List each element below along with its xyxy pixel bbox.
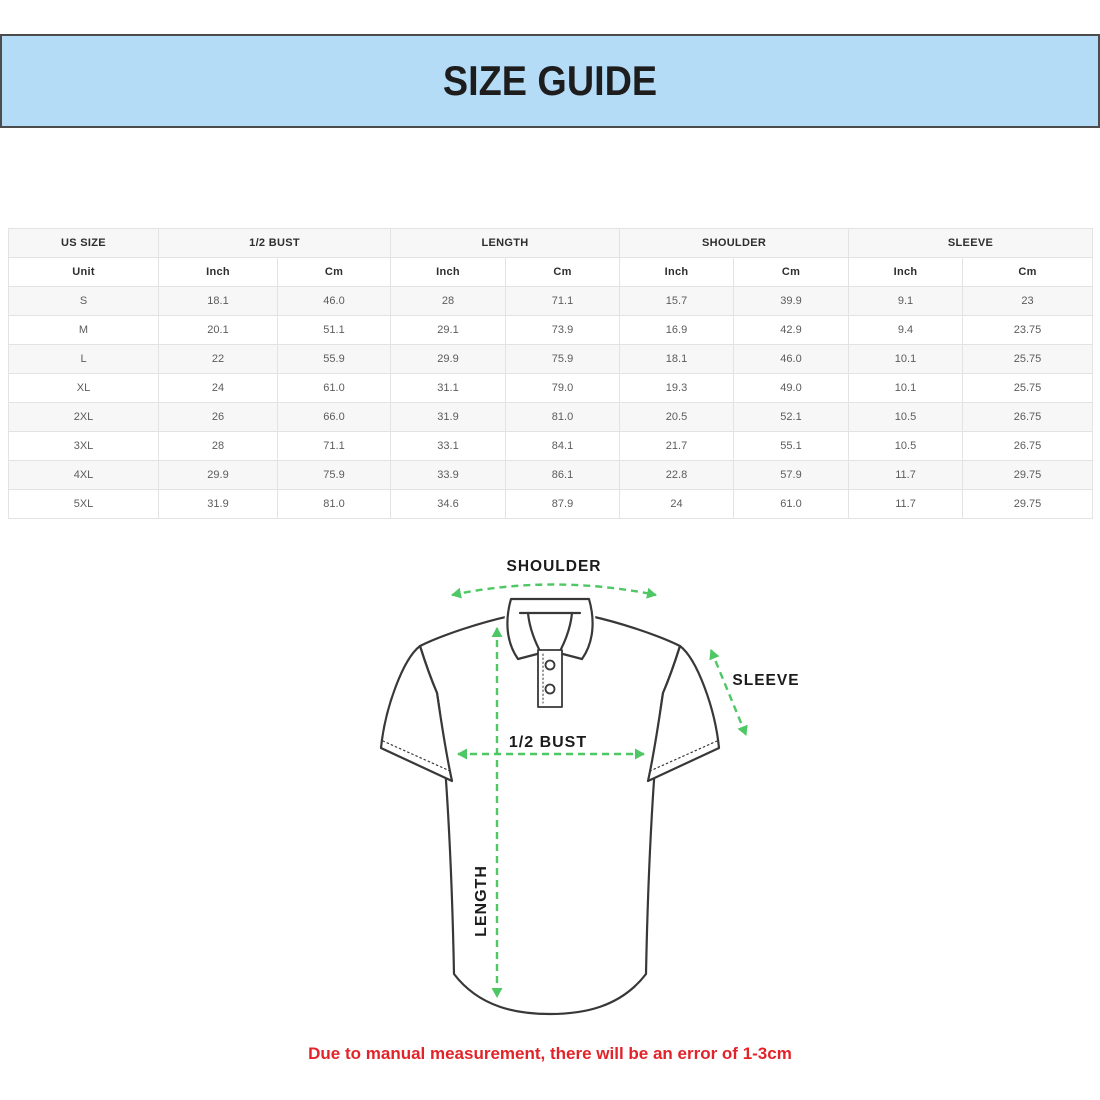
measurement-cell: 75.9	[506, 345, 620, 374]
disclaimer-text: Due to manual measurement, there will be an error of 1-3cm	[308, 1044, 792, 1063]
measurement-cell: 49.0	[734, 374, 849, 403]
measurement-cell: 20.1	[159, 316, 278, 345]
measurement-cell: 46.0	[734, 345, 849, 374]
measurement-cell: 55.1	[734, 432, 849, 461]
measurement-cell: 21.7	[620, 432, 734, 461]
col-header-length: LENGTH	[391, 229, 620, 258]
polo-shirt-outline	[381, 596, 719, 1014]
placket	[538, 650, 562, 707]
measurement-cell: 10.1	[849, 374, 963, 403]
measurement-cell: 26.75	[963, 432, 1093, 461]
sleeve-arrow	[711, 650, 746, 735]
measurement-cell: 10.5	[849, 432, 963, 461]
shirt-measurement-diagram	[370, 550, 810, 1030]
measurement-cell: 29.1	[391, 316, 506, 345]
measurement-cell: 18.1	[159, 287, 278, 316]
measurement-cell: 16.9	[620, 316, 734, 345]
measurement-cell: 39.9	[734, 287, 849, 316]
measurement-cell: 25.75	[963, 345, 1093, 374]
col-header-us-size: US SIZE	[9, 229, 159, 258]
unit-header-cell: Inch	[391, 258, 506, 287]
table-row-xl	[9, 374, 1093, 403]
measurement-cell: 75.9	[278, 461, 391, 490]
table-row-l	[9, 345, 1093, 374]
table-row-m	[9, 316, 1093, 345]
table-row-s	[9, 287, 1093, 316]
shoulder-arrow	[452, 585, 656, 596]
measurement-cell: 87.9	[506, 490, 620, 519]
unit-header-cell: Cm	[278, 258, 391, 287]
size-label-cell: M	[9, 316, 159, 345]
measurement-cell: 71.1	[278, 432, 391, 461]
measurement-cell: 10.1	[849, 345, 963, 374]
unit-header-cell: Cm	[506, 258, 620, 287]
measurement-cell: 11.7	[849, 490, 963, 519]
col-header-half-bust: 1/2 BUST	[159, 229, 391, 258]
table-row-2xl	[9, 403, 1093, 432]
measurement-cell: 61.0	[278, 374, 391, 403]
size-label-cell: L	[9, 345, 159, 374]
measurement-cell: 52.1	[734, 403, 849, 432]
bust-label: 1/2 BUST	[508, 734, 588, 751]
measurement-cell: 23.75	[963, 316, 1093, 345]
measurement-cell: 22	[159, 345, 278, 374]
measurement-cell: 55.9	[278, 345, 391, 374]
measurement-cell: 86.1	[506, 461, 620, 490]
measurement-cell: 22.8	[620, 461, 734, 490]
measurement-cell: 9.4	[849, 316, 963, 345]
banner	[0, 34, 1100, 128]
measurement-cell: 31.9	[159, 490, 278, 519]
measurement-cell: 23	[963, 287, 1093, 316]
measurement-cell: 33.9	[391, 461, 506, 490]
measurement-cell: 81.0	[506, 403, 620, 432]
measurement-cell: 24	[159, 374, 278, 403]
length-label: LENGTH	[473, 865, 490, 937]
measurement-cell: 18.1	[620, 345, 734, 374]
table-unit-header-row	[9, 258, 1093, 287]
measurement-cell: 28	[159, 432, 278, 461]
measurement-cell: 29.75	[963, 490, 1093, 519]
size-label-cell: 3XL	[9, 432, 159, 461]
measurement-cell: 71.1	[506, 287, 620, 316]
unit-header-cell: Cm	[734, 258, 849, 287]
measurement-cell: 11.7	[849, 461, 963, 490]
measurement-cell: 61.0	[734, 490, 849, 519]
measurement-cell: 24	[620, 490, 734, 519]
table-row-4xl	[9, 461, 1093, 490]
col-header-sleeve: SLEEVE	[849, 229, 1093, 258]
measurement-cell: 29.9	[391, 345, 506, 374]
measurement-cell: 25.75	[963, 374, 1093, 403]
unit-header-cell: Inch	[620, 258, 734, 287]
measurement-cell: 31.9	[391, 403, 506, 432]
measurement-cell: 33.1	[391, 432, 506, 461]
page-title: SIZE GUIDE	[442, 57, 658, 104]
table-row-3xl	[9, 432, 1093, 461]
unit-header-cell: Inch	[159, 258, 278, 287]
measurement-cell: 15.7	[620, 287, 734, 316]
measurement-cell: 19.3	[620, 374, 734, 403]
size-table	[8, 228, 1093, 519]
size-label-cell: 5XL	[9, 490, 159, 519]
measurement-cell: 79.0	[506, 374, 620, 403]
measurement-cell: 84.1	[506, 432, 620, 461]
measurement-cell: 57.9	[734, 461, 849, 490]
button-bottom	[546, 685, 555, 694]
measurement-cell: 51.1	[278, 316, 391, 345]
unit-header-cell: Inch	[849, 258, 963, 287]
sleeve-label: SLEEVE	[732, 672, 800, 689]
measurement-cell: 9.1	[849, 287, 963, 316]
measurement-cell: 81.0	[278, 490, 391, 519]
col-header-shoulder: SHOULDER	[620, 229, 849, 258]
measurement-cell: 73.9	[506, 316, 620, 345]
measurement-cell: 46.0	[278, 287, 391, 316]
size-label-cell: 2XL	[9, 403, 159, 432]
table-row-5xl	[9, 490, 1093, 519]
measurement-cell: 31.1	[391, 374, 506, 403]
measurement-cell: 29.9	[159, 461, 278, 490]
measurement-cell: 28	[391, 287, 506, 316]
measurement-cell: 26	[159, 403, 278, 432]
table-group-header-row	[9, 229, 1093, 258]
measurement-cell: 26.75	[963, 403, 1093, 432]
unit-header-cell: Cm	[963, 258, 1093, 287]
size-label-cell: XL	[9, 374, 159, 403]
shoulder-label: SHOULDER	[506, 558, 602, 575]
measurement-cell: 20.5	[620, 403, 734, 432]
measurement-cell: 34.6	[391, 490, 506, 519]
measurement-cell: 42.9	[734, 316, 849, 345]
size-label-cell: S	[9, 287, 159, 316]
measurement-cell: 66.0	[278, 403, 391, 432]
measurement-cell: 10.5	[849, 403, 963, 432]
size-label-cell: 4XL	[9, 461, 159, 490]
measurement-cell: 29.75	[963, 461, 1093, 490]
button-top	[546, 661, 555, 670]
unit-header-cell: Unit	[9, 258, 159, 287]
